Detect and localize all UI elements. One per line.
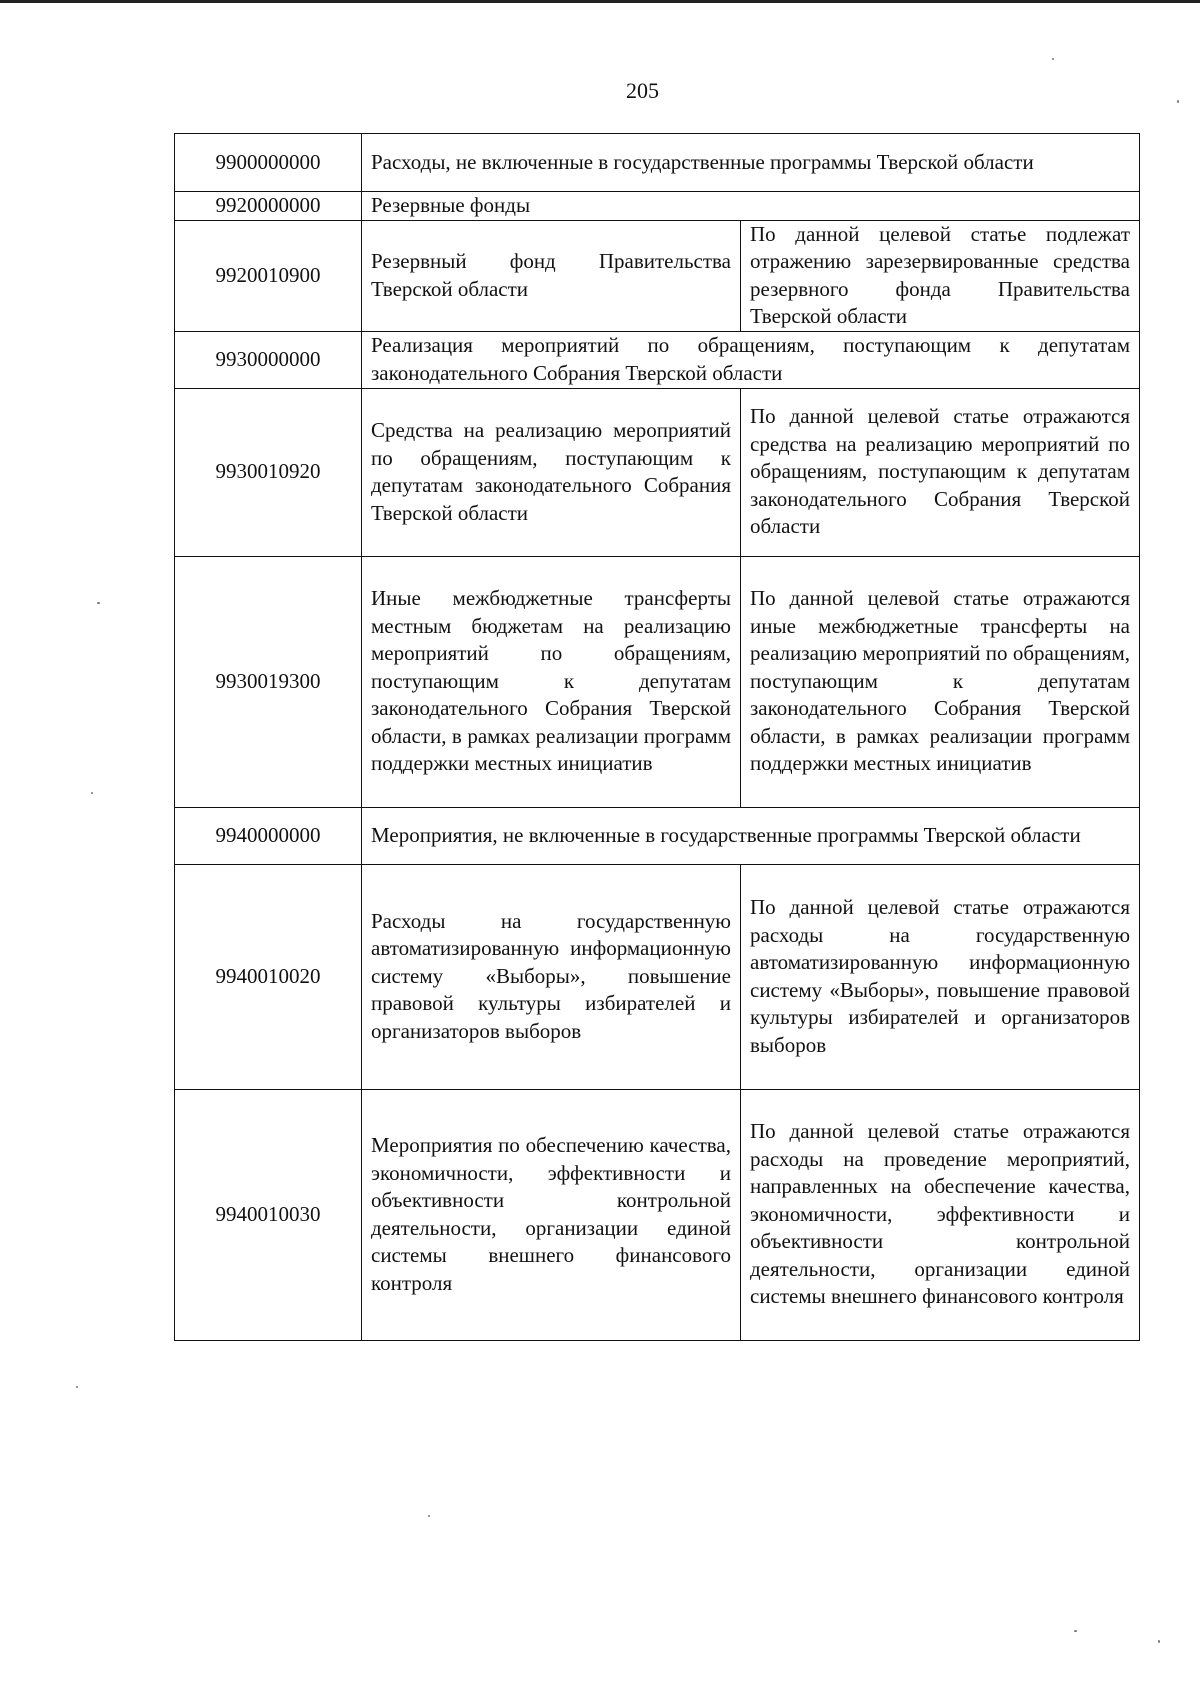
row-description: По данной целевой статье отражаются средства на реализацию мероприятий по обращениям, поступающим к депутатам законодательного Собрания Тверской области [741, 388, 1140, 556]
table-row [175, 556, 1140, 807]
scan-speck [1052, 58, 1054, 60]
table-row [175, 220, 1140, 331]
row-description: По данной целевой статье отражаются расходы на государственную автоматизированную информационную систему «Выборы», повышение правовой культуры избирателей и организаторов выборов [741, 864, 1140, 1089]
row-name: Мероприятия, не включенные в государственные программы Тверской области [362, 807, 1140, 864]
table-row [175, 134, 1140, 192]
scan-speck [1158, 1640, 1160, 1643]
scan-speck [97, 602, 100, 604]
row-description: По данной целевой статье отражаются расходы на проведение мероприятий, направленных на обеспечение качества, экономичности, эффективности и объективности контрольной деятельности, организации единой системы внешнего финансового контроля [741, 1089, 1140, 1340]
row-code: 9920010900 [175, 220, 362, 331]
scan-speck [1074, 1630, 1077, 1632]
row-code: 9940010030 [175, 1089, 362, 1340]
row-code: 9940010020 [175, 864, 362, 1089]
row-code: 9930010920 [175, 388, 362, 556]
row-name: Расходы на государственную автоматизированную информационную систему «Выборы», повышение правовой культуры избирателей и организаторов выборов [362, 864, 741, 1089]
budget-classification-table [174, 133, 1140, 1341]
row-code: 9940000000 [175, 807, 362, 864]
scan-speck [76, 1386, 78, 1388]
scan-speck [428, 1515, 430, 1517]
row-name: Реализация мероприятий по обращениям, поступающим к депутатам законодательного Собрания Тверской области [362, 331, 1140, 388]
table-row [175, 388, 1140, 556]
scan-top-edge [0, 0, 1200, 3]
row-name: Иные межбюджетные трансферты местным бюджетам на реализацию мероприятий по обращениям, поступающим к депутатам законодательного Собрания Тверской области, в рамках реализации программ поддержки местных инициатив [362, 556, 741, 807]
row-name: Резервные фонды [362, 192, 1140, 221]
row-description: По данной целевой статье отражаются иные межбюджетные трансферты на реализацию мероприятий по обращениям, поступающим к депутатам законодательного Собрания Тверской области, в рамках реализации программ поддержки местных инициатив [741, 556, 1140, 807]
row-name: Мероприятия по обеспечению качества, экономичности, эффективности и объективности контрольной деятельности, организации единой системы внешнего финансового контроля [362, 1089, 741, 1340]
row-name: Резервный фонд Правительства Тверской области [362, 220, 741, 331]
row-name: Средства на реализацию мероприятий по обращениям, поступающим к депутатам законодательного Собрания Тверской области [362, 388, 741, 556]
scan-speck [91, 792, 93, 794]
table-row [175, 807, 1140, 864]
table-row [175, 1089, 1140, 1340]
table-row [175, 864, 1140, 1089]
page-number: 205 [626, 78, 659, 103]
row-code: 9920000000 [175, 192, 362, 221]
row-code: 9930000000 [175, 331, 362, 388]
row-code: 9900000000 [175, 134, 362, 192]
row-name: Расходы, не включенные в государственные программы Тверской области [362, 134, 1140, 192]
scan-speck [1177, 100, 1179, 103]
table-row [175, 331, 1140, 388]
table-row [175, 192, 1140, 221]
row-code: 9930019300 [175, 556, 362, 807]
row-description: По данной целевой статье подлежат отражению зарезервированные средства резервного фонда Правительства Тверской области [741, 220, 1140, 331]
